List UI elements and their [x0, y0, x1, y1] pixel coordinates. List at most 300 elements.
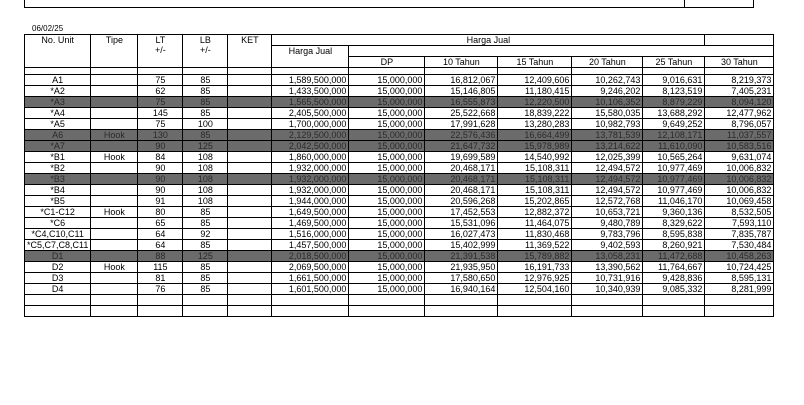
cell-dp: 15,000,000: [349, 174, 425, 185]
table-row: [25, 196, 774, 207]
cell-25-tahun: 10,565,264: [643, 152, 705, 163]
cell-lb: 85: [183, 273, 228, 284]
cell-ket: [228, 185, 272, 196]
cell-10-tahun: 21,647,732: [425, 141, 498, 152]
header-20-tahun: 20 Tahun: [572, 57, 643, 68]
cell-30-tahun: 10,724,425: [705, 262, 774, 273]
cell-25-tahun: 13,688,292: [643, 108, 705, 119]
cell-15-tahun: 16,191,733: [498, 262, 572, 273]
cell-30-tahun: 8,595,131: [705, 273, 774, 284]
cell-lb: 85: [183, 207, 228, 218]
cell-unit: *C5,C7,C8,C11: [25, 240, 91, 251]
cell-15-tahun: 18,839,222: [498, 108, 572, 119]
empty-cell: [91, 295, 138, 306]
cell-harga-jual: 1,932,000,000: [272, 174, 349, 185]
cell-20-tahun: 12,025,399: [572, 152, 643, 163]
cell-25-tahun: 11,764,667: [643, 262, 705, 273]
cell-10-tahun: 20,468,171: [425, 185, 498, 196]
cell-unit: *C1-C12: [25, 207, 91, 218]
cell-tipe: Hook: [91, 207, 138, 218]
cell-ket: [228, 97, 272, 108]
cell-10-tahun: 17,452,553: [425, 207, 498, 218]
cell-unit: A1: [25, 75, 91, 86]
cell-tipe: [91, 251, 138, 262]
cell-dp: 15,000,000: [349, 119, 425, 130]
cell-15-tahun: 11,180,415: [498, 86, 572, 97]
cell-tipe: [91, 174, 138, 185]
cell-harga-jual: 1,944,000,000: [272, 196, 349, 207]
cell-tipe: [91, 229, 138, 240]
cell-20-tahun: 9,246,202: [572, 86, 643, 97]
empty-cell: [349, 295, 425, 306]
cell-lt: 90: [138, 174, 183, 185]
cell-lb: 85: [183, 218, 228, 229]
cell-unit: *A5: [25, 119, 91, 130]
cell-20-tahun: 12,494,572: [572, 185, 643, 196]
cell-tipe: [91, 240, 138, 251]
cell-harga-jual: 1,700,000,000: [272, 119, 349, 130]
cell-lb: 125: [183, 141, 228, 152]
cell-tipe: [91, 218, 138, 229]
empty-cell: [572, 306, 643, 317]
cell-harga-jual: 2,018,500,000: [272, 251, 349, 262]
cell-tipe: Hook: [91, 152, 138, 163]
header-dp: DP: [349, 57, 425, 68]
cell-25-tahun: 8,595,838: [643, 229, 705, 240]
cell-unit: D2: [25, 262, 91, 273]
cell-lb: 85: [183, 284, 228, 295]
cell-10-tahun: 15,531,096: [425, 218, 498, 229]
table-row: [25, 207, 774, 218]
cell-15-tahun: 15,202,865: [498, 196, 572, 207]
cell-lb: 100: [183, 119, 228, 130]
cell-lt: 80: [138, 207, 183, 218]
header-30-tahun: 30 Tahun: [705, 57, 774, 68]
cell-unit: *B3: [25, 174, 91, 185]
cell-unit: *A4: [25, 108, 91, 119]
cell-20-tahun: 12,572,768: [572, 196, 643, 207]
cell-ket: [228, 141, 272, 152]
cell-20-tahun: 10,106,352: [572, 97, 643, 108]
price-table: [24, 34, 774, 317]
cell-25-tahun: 9,428,836: [643, 273, 705, 284]
cell-dp: 15,000,000: [349, 75, 425, 86]
cell-20-tahun: 15,580,035: [572, 108, 643, 119]
cell-harga-jual: 2,042,500,000: [272, 141, 349, 152]
cell-lt: 91: [138, 196, 183, 207]
table-row: [25, 273, 774, 284]
empty-cell: [183, 295, 228, 306]
header-lt-label: LT: [155, 35, 166, 45]
cell-ket: [228, 174, 272, 185]
cell-dp: 15,000,000: [349, 130, 425, 141]
cell-ket: [228, 218, 272, 229]
table-row: [25, 229, 774, 240]
cell-lt: 115: [138, 262, 183, 273]
cell-10-tahun: 16,812,067: [425, 75, 498, 86]
cell-20-tahun: 12,494,572: [572, 163, 643, 174]
cell-20-tahun: 13,781,539: [572, 130, 643, 141]
header-lt: [138, 35, 183, 68]
cell-15-tahun: 15,789,882: [498, 251, 572, 262]
cell-unit: D1: [25, 251, 91, 262]
cell-15-tahun: 12,976,925: [498, 273, 572, 284]
cell-15-tahun: 14,540,992: [498, 152, 572, 163]
cell-tipe: [91, 273, 138, 284]
cell-harga-jual: 2,069,500,000: [272, 262, 349, 273]
cell-20-tahun: 13,390,562: [572, 262, 643, 273]
cell-10-tahun: 22,576,436: [425, 130, 498, 141]
cell-10-tahun: 17,580,650: [425, 273, 498, 284]
cell-30-tahun: 10,583,516: [705, 141, 774, 152]
cell-ket: [228, 152, 272, 163]
cell-25-tahun: 9,649,252: [643, 119, 705, 130]
empty-cell: [498, 306, 572, 317]
empty-cell: [25, 306, 91, 317]
cell-tipe: [91, 284, 138, 295]
cell-ket: [228, 163, 272, 174]
cell-10-tahun: 21,391,538: [425, 251, 498, 262]
cell-10-tahun: 20,468,171: [425, 163, 498, 174]
cell-10-tahun: 19,699,589: [425, 152, 498, 163]
cell-lt: 64: [138, 240, 183, 251]
cell-ket: [228, 130, 272, 141]
cell-unit: D3: [25, 273, 91, 284]
cell-10-tahun: 20,596,268: [425, 196, 498, 207]
cell-20-tahun: 10,262,743: [572, 75, 643, 86]
header-empty-cell: [705, 35, 774, 46]
cell-lt: 88: [138, 251, 183, 262]
empty-row: [25, 295, 774, 306]
table-row: [25, 163, 774, 174]
cell-30-tahun: 12,477,962: [705, 108, 774, 119]
cell-tipe: [91, 86, 138, 97]
empty-cell: [25, 295, 91, 306]
cell-dp: 15,000,000: [349, 86, 425, 97]
cell-20-tahun: 9,480,789: [572, 218, 643, 229]
cell-lt: 81: [138, 273, 183, 284]
table-row: [25, 284, 774, 295]
cell-unit: *A3: [25, 97, 91, 108]
cell-15-tahun: 12,409,606: [498, 75, 572, 86]
cell-15-tahun: 12,220,500: [498, 97, 572, 108]
cell-ket: [228, 251, 272, 262]
cell-lt: 130: [138, 130, 183, 141]
table-row: [25, 218, 774, 229]
cell-10-tahun: 16,027,473: [425, 229, 498, 240]
cell-harga-jual: 1,457,500,000: [272, 240, 349, 251]
cell-15-tahun: 15,978,989: [498, 141, 572, 152]
cell-15-tahun: 15,108,311: [498, 163, 572, 174]
empty-cell: [572, 295, 643, 306]
cell-harga-jual: 1,661,500,000: [272, 273, 349, 284]
cell-25-tahun: 11,046,170: [643, 196, 705, 207]
cell-30-tahun: 11,037,557: [705, 130, 774, 141]
cell-25-tahun: 9,016,631: [643, 75, 705, 86]
table-row: [25, 262, 774, 273]
cell-dp: 15,000,000: [349, 273, 425, 284]
top-table-fragment: [24, 0, 754, 8]
empty-cell: [705, 295, 774, 306]
header-no-unit: No. Unit: [25, 35, 91, 68]
empty-cell: [272, 306, 349, 317]
cell-15-tahun: 11,464,075: [498, 218, 572, 229]
cell-tipe: Hook: [91, 130, 138, 141]
cell-30-tahun: 10,006,832: [705, 174, 774, 185]
cell-unit: D4: [25, 284, 91, 295]
empty-cell: [183, 306, 228, 317]
cell-tipe: [91, 119, 138, 130]
empty-cell: [643, 295, 705, 306]
cell-tipe: [91, 75, 138, 86]
cell-harga-jual: 1,565,500,000: [272, 97, 349, 108]
cell-25-tahun: 8,260,921: [643, 240, 705, 251]
cell-harga-jual: 1,589,500,000: [272, 75, 349, 86]
cell-15-tahun: 13,280,283: [498, 119, 572, 130]
header-harga-jual: Harga Jual: [272, 46, 349, 68]
table-row: [25, 119, 774, 130]
cell-harga-jual: 1,860,000,000: [272, 152, 349, 163]
cell-unit: *B4: [25, 185, 91, 196]
header-row-1: [25, 35, 774, 46]
cell-ket: [228, 273, 272, 284]
cell-dp: 15,000,000: [349, 207, 425, 218]
cell-10-tahun: 15,402,999: [425, 240, 498, 251]
cell-20-tahun: 10,731,916: [572, 273, 643, 284]
empty-cell: [138, 295, 183, 306]
empty-cell: [498, 295, 572, 306]
table-row: [25, 86, 774, 97]
header-lb-sub: +/-: [199, 45, 211, 55]
cell-tipe: [91, 163, 138, 174]
table-row: [25, 141, 774, 152]
cell-lt: 75: [138, 97, 183, 108]
cell-dp: 15,000,000: [349, 97, 425, 108]
cell-25-tahun: 12,108,171: [643, 130, 705, 141]
cell-15-tahun: 16,664,499: [498, 130, 572, 141]
cell-harga-jual: 1,516,000,000: [272, 229, 349, 240]
cell-unit: *C4,C10,C11: [25, 229, 91, 240]
cell-lb: 85: [183, 86, 228, 97]
cell-dp: 15,000,000: [349, 229, 425, 240]
cell-25-tahun: 11,610,090: [643, 141, 705, 152]
cell-20-tahun: 10,982,793: [572, 119, 643, 130]
cell-lt: 75: [138, 75, 183, 86]
cell-unit: *C6: [25, 218, 91, 229]
cell-10-tahun: 17,991,628: [425, 119, 498, 130]
cell-25-tahun: 11,472,688: [643, 251, 705, 262]
cell-lb: 108: [183, 174, 228, 185]
cell-lt: 145: [138, 108, 183, 119]
cell-ket: [228, 207, 272, 218]
cell-30-tahun: 8,796,057: [705, 119, 774, 130]
cell-15-tahun: 15,108,311: [498, 185, 572, 196]
cell-unit: *A2: [25, 86, 91, 97]
cell-30-tahun: 7,835,787: [705, 229, 774, 240]
cell-lb: 85: [183, 108, 228, 119]
cell-ket: [228, 86, 272, 97]
cell-25-tahun: 10,977,469: [643, 163, 705, 174]
cell-15-tahun: 15,108,311: [498, 174, 572, 185]
cell-unit: *B5: [25, 196, 91, 207]
header-25-tahun: 25 Tahun: [643, 57, 705, 68]
empty-cell: [425, 295, 498, 306]
cell-30-tahun: 7,530,484: [705, 240, 774, 251]
cell-dp: 15,000,000: [349, 218, 425, 229]
cell-ket: [228, 284, 272, 295]
cell-unit: *B1: [25, 152, 91, 163]
cell-10-tahun: 21,935,950: [425, 262, 498, 273]
cell-25-tahun: 10,977,469: [643, 185, 705, 196]
cell-20-tahun: 13,058,231: [572, 251, 643, 262]
cell-harga-jual: 1,649,500,000: [272, 207, 349, 218]
cell-dp: 15,000,000: [349, 108, 425, 119]
cell-20-tahun: 9,402,593: [572, 240, 643, 251]
cell-lb: 85: [183, 97, 228, 108]
header-lt-sub: +/-: [154, 45, 166, 55]
empty-row: [25, 306, 774, 317]
cell-15-tahun: 12,504,160: [498, 284, 572, 295]
cell-lt: 90: [138, 163, 183, 174]
cell-25-tahun: 8,123,519: [643, 86, 705, 97]
cell-25-tahun: 8,879,229: [643, 97, 705, 108]
cell-20-tahun: 9,783,796: [572, 229, 643, 240]
cell-lt: 75: [138, 119, 183, 130]
cell-harga-jual: 1,433,500,000: [272, 86, 349, 97]
cell-30-tahun: 8,094,120: [705, 97, 774, 108]
cell-30-tahun: 10,006,832: [705, 163, 774, 174]
empty-cell: [425, 306, 498, 317]
empty-cell: [91, 306, 138, 317]
cell-tipe: [91, 141, 138, 152]
cell-dp: 15,000,000: [349, 141, 425, 152]
cell-10-tahun: 20,468,171: [425, 174, 498, 185]
cell-15-tahun: 11,369,522: [498, 240, 572, 251]
header-15-tahun: 15 Tahun: [498, 57, 572, 68]
cell-10-tahun: 16,555,873: [425, 97, 498, 108]
empty-cell: [228, 295, 272, 306]
cell-harga-jual: 1,601,500,000: [272, 284, 349, 295]
cell-lt: 90: [138, 185, 183, 196]
cell-lb: 108: [183, 152, 228, 163]
cell-unit: *B2: [25, 163, 91, 174]
cell-lt: 64: [138, 229, 183, 240]
cell-tipe: [91, 185, 138, 196]
cell-10-tahun: 16,940,164: [425, 284, 498, 295]
cell-tipe: [91, 196, 138, 207]
table-row: [25, 152, 774, 163]
cell-25-tahun: 8,329,622: [643, 218, 705, 229]
cell-unit: A6: [25, 130, 91, 141]
cell-20-tahun: 12,494,572: [572, 174, 643, 185]
cell-tipe: [91, 97, 138, 108]
cell-25-tahun: 10,977,469: [643, 174, 705, 185]
cell-dp: 15,000,000: [349, 251, 425, 262]
cell-lb: 125: [183, 251, 228, 262]
empty-cell: [272, 295, 349, 306]
cell-lb: 108: [183, 163, 228, 174]
cell-20-tahun: 13,214,622: [572, 141, 643, 152]
cell-harga-jual: 1,932,000,000: [272, 163, 349, 174]
header-harga-jual-group: Harga Jual: [272, 35, 705, 46]
cell-tipe: Hook: [91, 262, 138, 273]
cell-lb: 85: [183, 262, 228, 273]
cell-dp: 15,000,000: [349, 152, 425, 163]
cell-30-tahun: 9,631,074: [705, 152, 774, 163]
header-blank-band: [349, 46, 774, 57]
table-row: [25, 97, 774, 108]
cell-dp: 15,000,000: [349, 284, 425, 295]
cell-10-tahun: 25,522,668: [425, 108, 498, 119]
cell-ket: [228, 108, 272, 119]
empty-cell: [705, 306, 774, 317]
cell-30-tahun: 8,532,505: [705, 207, 774, 218]
cell-30-tahun: 8,281,999: [705, 284, 774, 295]
cell-harga-jual: 2,129,500,000: [272, 130, 349, 141]
cell-dp: 15,000,000: [349, 163, 425, 174]
table-row: [25, 75, 774, 86]
cell-15-tahun: 12,882,372: [498, 207, 572, 218]
header-lb: [183, 35, 228, 68]
cell-harga-jual: 2,405,500,000: [272, 108, 349, 119]
cell-30-tahun: 10,006,832: [705, 185, 774, 196]
cell-lt: 65: [138, 218, 183, 229]
cell-harga-jual: 1,932,000,000: [272, 185, 349, 196]
cell-lt: 90: [138, 141, 183, 152]
header-ket: KET: [228, 35, 272, 68]
cell-30-tahun: 7,405,231: [705, 86, 774, 97]
blank-row: [25, 68, 774, 75]
empty-cell: [349, 306, 425, 317]
table-row: [25, 240, 774, 251]
table-row: [25, 130, 774, 141]
cell-ket: [228, 119, 272, 130]
cell-25-tahun: 9,360,136: [643, 207, 705, 218]
table-row: [25, 174, 774, 185]
cell-ket: [228, 262, 272, 273]
cell-ket: [228, 240, 272, 251]
empty-cell: [643, 306, 705, 317]
cell-lb: 85: [183, 130, 228, 141]
empty-cell: [228, 306, 272, 317]
date-label: 06/02/25: [32, 24, 64, 33]
table-row: [25, 251, 774, 262]
cell-lb: 85: [183, 75, 228, 86]
cell-lt: 84: [138, 152, 183, 163]
cell-30-tahun: 10,069,458: [705, 196, 774, 207]
cell-harga-jual: 1,469,500,000: [272, 218, 349, 229]
cell-lb: 92: [183, 229, 228, 240]
cell-dp: 15,000,000: [349, 240, 425, 251]
header-10-tahun: 10 Tahun: [425, 57, 498, 68]
cell-dp: 15,000,000: [349, 185, 425, 196]
cell-ket: [228, 75, 272, 86]
cell-lb: 108: [183, 185, 228, 196]
empty-cell: [138, 306, 183, 317]
cell-unit: *A7: [25, 141, 91, 152]
cell-15-tahun: 11,830,468: [498, 229, 572, 240]
header-lb-label: LB: [199, 35, 211, 45]
cell-20-tahun: 10,653,721: [572, 207, 643, 218]
header-tipe: Tipe: [91, 35, 138, 68]
cell-lb: 108: [183, 196, 228, 207]
cell-lt: 76: [138, 284, 183, 295]
cell-ket: [228, 229, 272, 240]
table-row: [25, 185, 774, 196]
cell-tipe: [91, 108, 138, 119]
cell-25-tahun: 9,085,332: [643, 284, 705, 295]
table-row: [25, 108, 774, 119]
